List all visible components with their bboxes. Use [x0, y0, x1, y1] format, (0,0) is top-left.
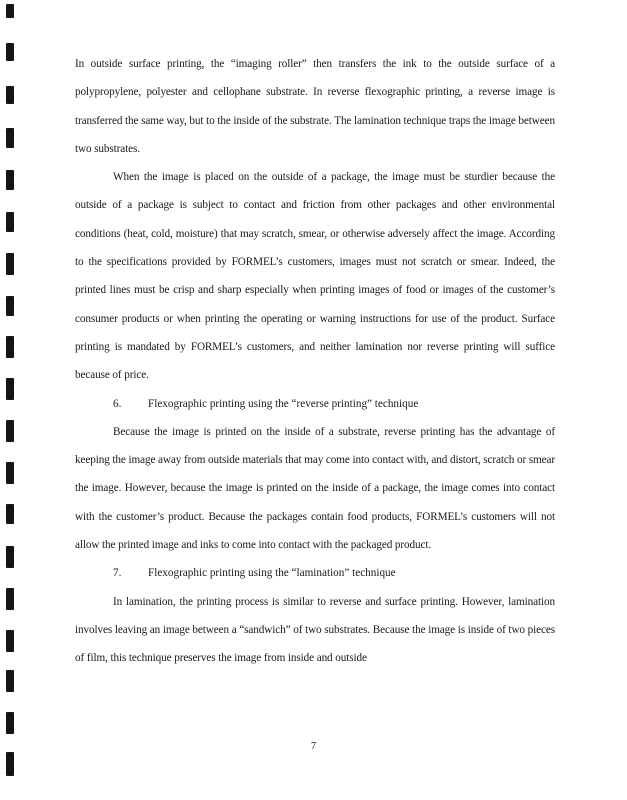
- section-heading-reverse-printing: [75, 390, 555, 418]
- binder-mark: [6, 253, 14, 275]
- binder-mark: [6, 336, 14, 358]
- binder-hole-marks: [6, 0, 18, 800]
- binder-mark: [6, 378, 14, 400]
- section-title: Flexographic printing using the “lamination” technique: [148, 567, 396, 580]
- paragraph-surface-printing: In outside surface printing, the “imaging roller” then transfers the ink to the outside surface of a polypropylene, polyester and cellophane substrate. In reverse flexographic printing, a reverse image is transferred the same way, but to the inside of the substrate. The lamination technique traps the image between two substrates.: [75, 58, 555, 155]
- binder-mark: [6, 504, 14, 524]
- binder-mark: [6, 712, 14, 734]
- section-title: Flexographic printing using the “reverse printing” technique: [148, 397, 419, 410]
- binder-mark: [6, 462, 14, 484]
- paragraph-reverse-printing: Because the image is printed on the inside of a substrate, reverse printing has the advantage of keeping the image away from outside materials that may come into contact with, and distort, scratch or smear the image. However, because the image is printed on the inside of a package, the image comes into contact with the customer’s product. Because the packages contain food products, FORMEL’s customers will not allow the printed image and inks to come into contact with the packaged product.: [75, 425, 555, 552]
- binder-mark: [6, 128, 14, 148]
- binder-mark: [6, 670, 14, 692]
- binder-mark: [6, 546, 14, 568]
- binder-mark: [6, 630, 14, 652]
- paragraph-image-durability: When the image is placed on the outside of a package, the image must be sturdier because the outside of a package is subject to contact and friction from other packages and other environmental conditions (heat, cold, moisture) that may scratch, smear, or otherwise adversely affect the image. According to the specifications provided by FORMEL’s customers, images must not scratch or smear. Indeed, the printed lines must be crisp and sharp especially when printing images of food or images of the customer’s consumer products or when printing the operating or warning instructions for use of the product. Surface printing is mandated by FORMEL’s customers, and neither lamination nor reverse printing will suffice because of price.: [75, 171, 555, 382]
- page-number: 7: [311, 741, 316, 752]
- binder-mark: [6, 296, 14, 316]
- section-number: 6.: [113, 397, 122, 410]
- binder-mark: [6, 86, 14, 104]
- binder-mark: [6, 420, 14, 442]
- binder-mark: [6, 212, 14, 232]
- binder-mark: [6, 588, 14, 610]
- document-body: [75, 50, 555, 673]
- binder-mark: [6, 43, 14, 61]
- section-heading-lamination: [75, 559, 555, 587]
- section-number: 7.: [113, 567, 122, 580]
- binder-mark: [6, 170, 14, 190]
- paragraph-lamination: In lamination, the printing process is similar to reverse and surface printing. However, lamination involves leaving an image between a “sandwich” of two substrates. Because the image is inside of two pieces of film, this technique preserves the image from inside and outside: [75, 595, 555, 665]
- binder-mark: [6, 4, 14, 18]
- binder-mark: [6, 752, 14, 776]
